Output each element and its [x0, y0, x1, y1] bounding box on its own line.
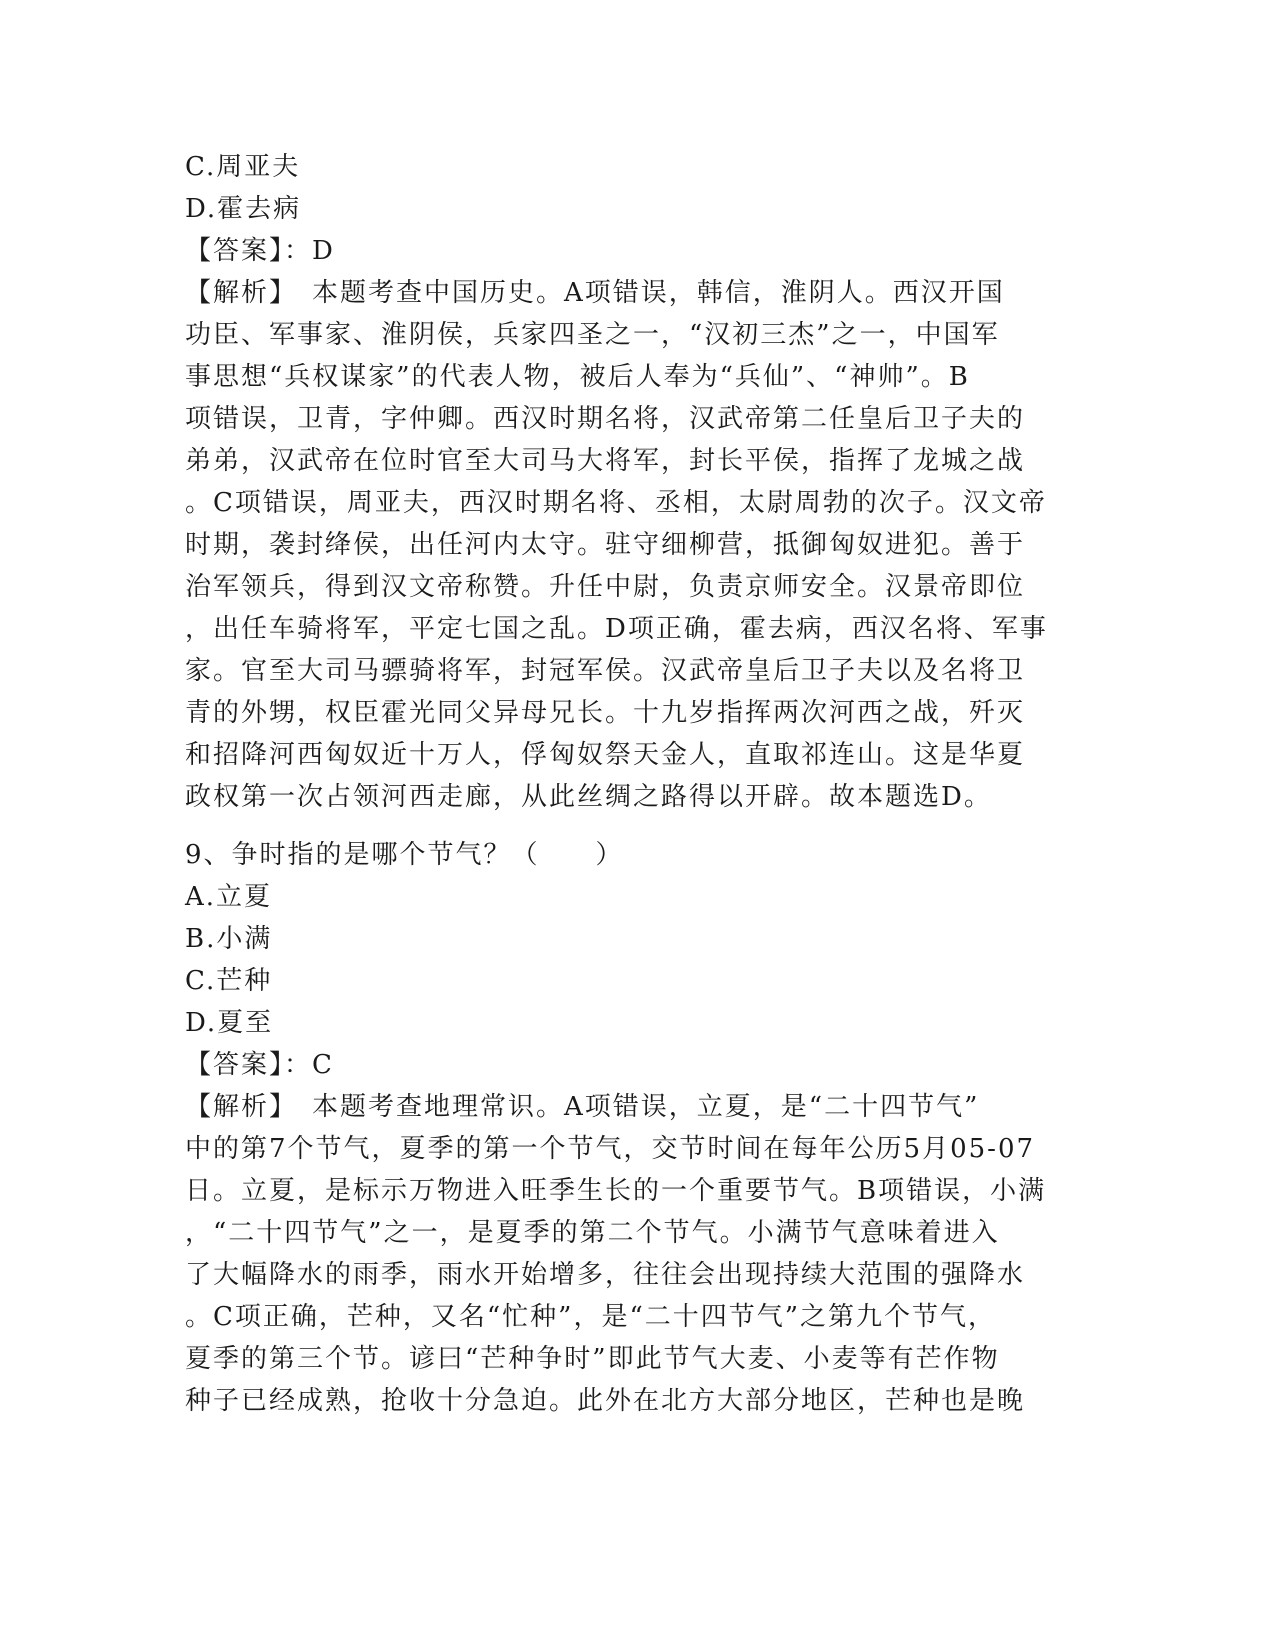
- analysis-line: 事思想“兵权谋家”的代表人物，被后人奉为“兵仙”、“神帅”。B: [185, 362, 970, 392]
- analysis-line: 【解析】 本题考查地理常识。A项错误，立夏，是“二十四节气”: [185, 1092, 980, 1122]
- q9-option-c: C.芒种: [185, 966, 273, 996]
- question-spacer: [185, 818, 1085, 834]
- q9-analysis: [185, 1086, 1085, 1422]
- analysis-line: 了大幅降水的雨季，雨水开始增多，往往会出现持续大范围的强降水: [185, 1260, 1026, 1290]
- q9-option-d: D.夏至: [185, 1008, 274, 1038]
- q9-option-a: A.立夏: [185, 882, 273, 912]
- q8-option-d: D.霍去病: [185, 194, 302, 224]
- document-page: [185, 146, 1085, 1422]
- analysis-line: 弟弟，汉武帝在位时官至大司马大将军，封长平侯，指挥了龙城之战: [185, 446, 1026, 476]
- q9-question: 9、争时指的是哪个节气？（ ）: [185, 840, 624, 870]
- analysis-line: 政权第一次占领河西走廊，从此丝绸之路得以开辟。故本题选D。: [185, 782, 992, 812]
- analysis-line: 夏季的第三个节。谚曰“芒种争时”即此节气大麦、小麦等有芒作物: [185, 1344, 1000, 1374]
- q9-answer: 【答案】：C: [185, 1050, 334, 1080]
- q8-answer: 【答案】：D: [185, 236, 335, 266]
- analysis-line: 家。官至大司马骠骑将军，封冠军侯。汉武帝皇后卫子夫以及名将卫: [185, 656, 1026, 686]
- analysis-line: 项错误，卫青，字仲卿。西汉时期名将，汉武帝第二任皇后卫子夫的: [185, 404, 1026, 434]
- analysis-line: 中的第7个节气，夏季的第一个节气，交节时间在每年公历5月05-07: [185, 1134, 1036, 1164]
- analysis-line: 时期，袭封绛侯，出任河内太守。驻守细柳营，抵御匈奴进犯。善于: [185, 530, 1026, 560]
- analysis-line: ，“二十四节气”之一，是夏季的第二个节气。小满节气意味着进入: [185, 1218, 1000, 1248]
- analysis-line: ，出任车骑将军，平定七国之乱。D项正确，霍去病，西汉名将、军事: [185, 614, 1048, 644]
- analysis-line: 。C项错误，周亚夫，西汉时期名将、丞相，太尉周勃的次子。汉文帝: [185, 488, 1047, 518]
- analysis-line: 功臣、军事家、淮阴侯，兵家四圣之一，“汉初三杰”之一，中国军: [185, 320, 1000, 350]
- analysis-line: 。C项正确，芒种，又名“忙种”，是“二十四节气”之第九个节气，: [185, 1302, 997, 1332]
- analysis-line: 种子已经成熟，抢收十分急迫。此外在北方大部分地区，芒种也是晚: [185, 1386, 1026, 1416]
- q8-analysis: [185, 272, 1085, 818]
- q8-option-c: C.周亚夫: [185, 152, 301, 182]
- analysis-line: 日。立夏，是标示万物进入旺季生长的一个重要节气。B项错误，小满: [185, 1176, 1047, 1206]
- analysis-line: 治军领兵，得到汉文帝称赞。升任中尉，负责京师安全。汉景帝即位: [185, 572, 1026, 602]
- analysis-line: 和招降河西匈奴近十万人，俘匈奴祭天金人，直取祁连山。这是华夏: [185, 740, 1026, 770]
- q9-option-b: B.小满: [185, 924, 273, 954]
- analysis-line: 【解析】 本题考查中国历史。A项错误，韩信，淮阴人。西汉开国: [185, 278, 1005, 308]
- analysis-line: 青的外甥，权臣霍光同父异母兄长。十九岁指挥两次河西之战，歼灭: [185, 698, 1026, 728]
